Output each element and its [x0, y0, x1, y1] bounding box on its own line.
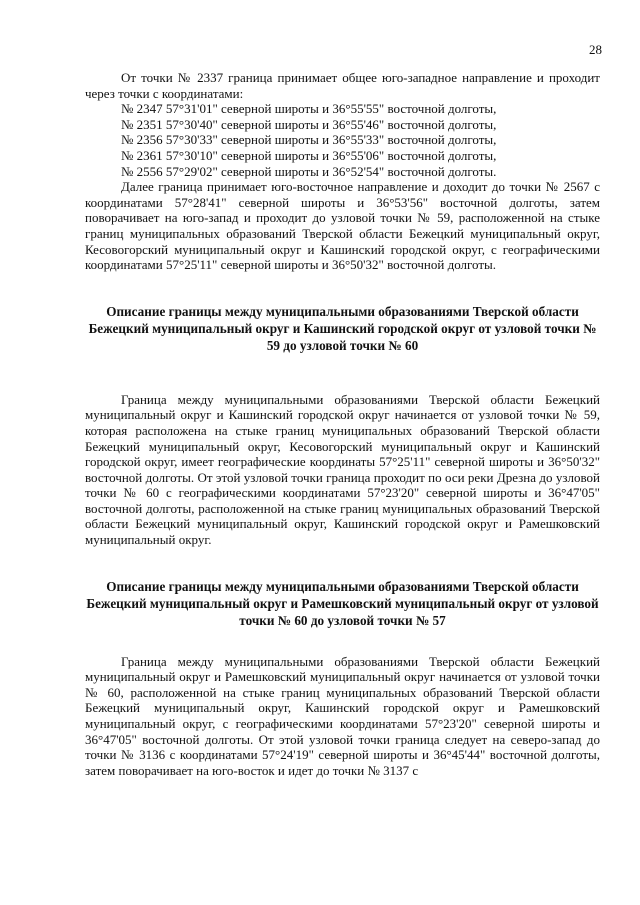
coordinate-item: № 2361 57°30'10" северной широты и 36°55'06" восточной долготы,: [121, 147, 497, 163]
document-body: [85, 70, 600, 778]
section-heading-2: Описание границы между муниципальными образованиями Тверской области Бежецкий муниципальный округ и Рамешковский муниципальный округ от узловой точки № 60 до узловой точки № 57: [86, 578, 599, 628]
section-1-paragraph: Граница между муниципальными образованиями Тверской области Бежецкий муниципальный округ и Кашинский городской округ начинается от узловой точки № 59, которая расположена на стыке границ муниципальных образований Тверской области Бежецкий муниципальный округ, Кесовогорский муниципальный округ и Кашинский городской округ, имеет географические координаты 57°25'11" северной широты и 36°50'32" восточной долготы. От этой узловой точки граница проходит по оси реки Дрезна до узловой точки № 60 с географическими координатами 57°23'20" северной широты и 36°47'05" восточной долготы, расположенной на стыке границ муниципальных образований Тверской области Бежецкий муниципальный округ, Кашинский городской округ и Рамешковский муниципальный округ.: [85, 391, 600, 548]
continuation-paragraph: Далее граница принимает юго-восточное направление и доходит до точки № 2567 с координатами 57°28'41" северной широты и 36°53'56" восточной долготы, затем поворачивает на юго-запад и проходит до узловой точки № 59, расположенной на стыке границ муниципальных образований Тверской области Бежецкий муниципальный округ, Кесовогорский муниципальный округ и Кашинский городской округ, с географическими координатами 57°25'11" северной широты и 36°50'32" восточной долготы.: [85, 179, 600, 273]
intro-paragraph: От точки № 2337 граница принимает общее юго-западное направление и проходит через точки с координатами:: [85, 70, 600, 101]
coordinate-item: № 2356 57°30'33" северной широты и 36°55'33" восточной долготы,: [121, 132, 497, 148]
coordinate-item: № 2351 57°30'40" северной широты и 36°55'46" восточной долготы,: [121, 116, 497, 132]
coordinate-list: [85, 101, 600, 179]
page-number: 28: [589, 42, 602, 57]
coordinate-item: № 2556 57°29'02" северной широты и 36°52'54" восточной долготы.: [121, 163, 497, 179]
coordinate-item: № 2347 57°31'01" северной широты и 36°55'55" восточной долготы,: [121, 101, 497, 117]
section-2-paragraph: Граница между муниципальными образованиями Тверской области Бежецкий муниципальный округ и Рамешковский муниципальный округ начинается от узловой точки № 60, расположенной на стыке границ муниципальных образований Тверской области Бежецкий муниципальный округ, Кашинский городской округ и Рамешковский муниципальный округ, с географическими координатами 57°23'20" северной широты и 36°47'05" восточной долготы. От этой узловой точки граница следует на северо-запад до точки № 3136 с координатами 57°24'19" северной широты и 36°45'44" восточной долготы, затем поворачивает на юго-восток и идет до точки № 3137 с: [85, 653, 600, 778]
section-heading-1: Описание границы между муниципальными образованиями Тверской области Бежецкий муниципальный округ и Кашинский городской округ от узловой точки № 59 до узловой точки № 60: [88, 303, 597, 353]
